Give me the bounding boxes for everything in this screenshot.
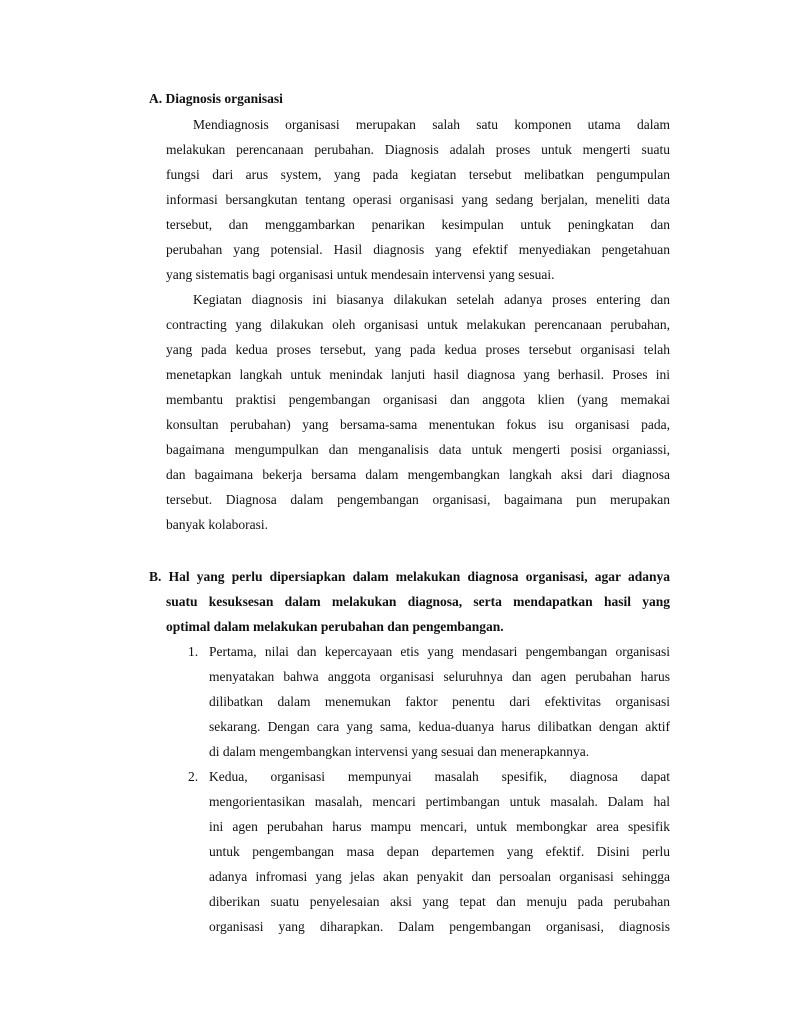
list-item-number: 2. [188, 769, 199, 784]
para2-line: bagaimana mengumpulkan dan menganalisis data untuk mengerti posisi organiassi, [166, 442, 670, 457]
section-b-heading-line: optimal dalam melakukan perubahan dan pengembangan. [166, 619, 504, 634]
list-item-line: ini agen perubahan harus mampu mencari, untuk membongkar area spesifik [209, 819, 670, 834]
para2-line: yang pada kedua proses tersebut, yang pada kedua proses tersebut organisasi telah [166, 342, 670, 357]
para2-line: tersebut. Diagnosa dalam pengembangan organisasi, bagaimana pun merupakan [166, 492, 670, 507]
para1-line: melakukan perencanaan perubahan. Diagnosis adalah proses untuk mengerti suatu [166, 142, 670, 157]
para1-line: yang sistematis bagi organisasi untuk mendesain intervensi yang sesuai. [166, 267, 555, 282]
para1-line: Mendiagnosis organisasi merupakan salah satu komponen utama dalam [193, 117, 670, 132]
section-a-heading: A. Diagnosis organisasi [149, 91, 283, 106]
para2-line: contracting yang dilakukan oleh organisasi untuk melakukan perencanaan perubahan, [166, 317, 670, 332]
list-item-line: dilibatkan dalam menemukan faktor penentu dari efektivitas organisasi [209, 694, 670, 709]
list-item-line: Pertama, nilai dan kepercayaan etis yang mendasari pengembangan organisasi [209, 644, 670, 659]
list-item-line: sekarang. Dengan cara yang sama, kedua-duanya harus dilibatkan dengan aktif [209, 719, 670, 734]
para2-line: dan bagaimana bekerja bersama dalam mengembangkan langkah aksi dari diagnosa [166, 467, 670, 482]
para1-line: informasi bersangkutan tentang operasi organisasi yang sedang berjalan, meneliti data [166, 192, 670, 207]
list-item-line: menyatakan bahwa anggota organisasi seluruhnya dan agen perubahan harus [209, 669, 670, 684]
section-b-heading-line: suatu kesuksesan dalam melakukan diagnosa, serta mendapatkan hasil yang [166, 594, 670, 609]
list-item-line: mengorientasikan masalah, mencari pertimbangan untuk masalah. Dalam hal [209, 794, 670, 809]
para2-line: Kegiatan diagnosis ini biasanya dilakukan setelah adanya proses entering dan [193, 292, 670, 307]
list-item-line: Kedua, organisasi mempunyai masalah spesifik, diagnosa dapat [209, 769, 670, 784]
para1-line: tersebut, dan menggambarkan penarikan kesimpulan untuk peningkatan dan [166, 217, 670, 232]
list-item-number: 1. [188, 644, 199, 659]
para1-line: perubahan yang potensial. Hasil diagnosis yang efektif menyediakan pengetahuan [166, 242, 670, 257]
para2-line: membantu praktisi pengembangan organisasi dan anggota klien (yang memakai [166, 392, 670, 407]
list-item-line: diberikan suatu penyelesaian aksi yang tepat dan menuju pada perubahan [209, 894, 670, 909]
para2-line: banyak kolaborasi. [166, 517, 268, 532]
list-item-line: untuk pengembangan masa depan departemen yang efektif. Disini perlu [209, 844, 670, 859]
section-b-heading-line: B. Hal yang perlu dipersiapkan dalam melakukan diagnosa organisasi, agar adanya [149, 569, 670, 584]
para2-line: konsultan perubahan) yang bersama-sama menentukan fokus isu organisasi pada, [166, 417, 670, 432]
list-item-line: organisasi yang diharapkan. Dalam pengembangan organisasi, diagnosis [209, 919, 670, 934]
list-item-line: adanya infromasi yang jelas akan penyakit dan persoalan organisasi sehingga [209, 869, 670, 884]
list-item-line: di dalam mengembangkan intervensi yang sesuai dan menerapkannya. [209, 744, 590, 759]
para2-line: menetapkan langkah untuk menindak lanjuti hasil diagnosa yang berhasil. Proses ini [166, 367, 670, 382]
para1-line: fungsi dari arus system, yang pada kegiatan tersebut melibatkan pengumpulan [166, 167, 670, 182]
